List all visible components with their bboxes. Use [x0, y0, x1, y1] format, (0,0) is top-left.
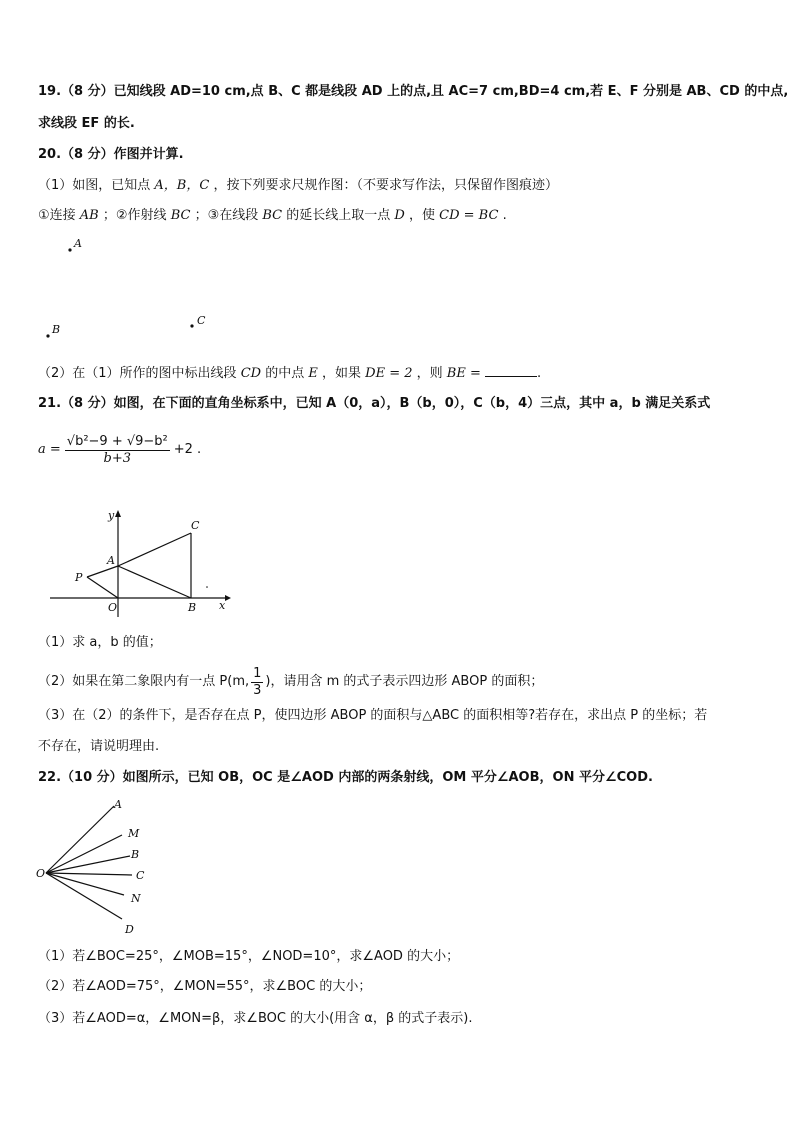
formula-lhs: a =: [38, 442, 61, 457]
formula-numerator: √b²−9 + √9−b²: [66, 433, 168, 449]
segment-pa: [87, 566, 118, 577]
q20-step3c: ，使: [409, 208, 436, 223]
q20-step3-seg: BC: [262, 208, 283, 223]
point-p-label: P: [75, 571, 83, 584]
q20-part2-seg: CD: [240, 366, 262, 381]
label-n: N: [131, 892, 141, 905]
point-a-dot: [68, 248, 71, 251]
point-a-label: A: [74, 237, 82, 250]
q20-part2-prefix: （2）在（1）所作的图中标出线段: [38, 366, 237, 381]
ray-on: [46, 873, 124, 895]
point-c-dot: [190, 324, 193, 327]
origin-label: O: [108, 601, 118, 614]
segment-ab: [118, 566, 191, 598]
answer-blank: [485, 364, 537, 377]
q20-step3-eq: CD = BC: [439, 208, 499, 223]
label-c: C: [136, 869, 145, 882]
q22-sub3: （3）若∠AOD=α，∠MON=β，求∠BOC 的大小(用含 α，β 的式子表示).: [38, 1011, 473, 1026]
q21-sub2-denominator: 3: [253, 682, 262, 698]
q22-sub2: （2）若∠AOD=75°，∠MON=55°，求∠BOC 的大小；: [38, 979, 372, 994]
y-axis-label: y: [108, 509, 115, 522]
q21-sub3-line1: （3）在（2）的条件下，是否存在点 P，使四边形 ABOP 的面积与△ABC 的面积相等?若存在，求出点 P 的坐标；若: [38, 708, 708, 723]
ray-od: [46, 873, 122, 919]
q20-step2-ray: BC: [170, 208, 191, 223]
q20-title: 20.（8 分）作图并计算.: [38, 147, 184, 162]
q20-part2-ask: BE =: [446, 366, 481, 381]
q21-sub2-numerator: 1: [253, 665, 262, 681]
q20-step3b: 的延长线上取一点: [286, 208, 391, 223]
x-axis-arrow: [225, 595, 231, 601]
q19-line1: 19.（8 分）已知线段 AD=10 cm,点 B、C 都是线段 AD 上的点,且 AC=7 cm,BD=4 cm,若 E、F 分别是 AB、CD 的中点,: [38, 84, 789, 99]
label-d: D: [125, 923, 134, 936]
q20-part2-point: E: [308, 366, 318, 381]
formula-fraction: [65, 434, 170, 467]
q20-part1-suffix: ，按下列要求尺规作图：（不要求写作法，只保留作图痕迹）: [213, 178, 558, 193]
ray-ob: [46, 856, 130, 873]
formula-tail: +2 .: [173, 442, 202, 457]
q20-step3-end: .: [502, 208, 507, 223]
q20-part2: [38, 364, 541, 383]
point-a-label: A: [107, 554, 115, 567]
point-c-label: C: [191, 519, 200, 532]
q20-part1-prefix: （1）如图，已知点: [38, 178, 151, 193]
q20-part1-points: A，B，C: [154, 178, 210, 193]
q20-step1: ①连接: [38, 208, 76, 223]
point-c-label: C: [197, 314, 206, 327]
q21-coordinate-figure: [45, 505, 235, 620]
q20-step3-point: D: [394, 208, 405, 223]
stray-dot: [206, 586, 208, 588]
q20-part2-eq: DE = 2: [365, 366, 413, 381]
q21-sub3-line2: 不存在，请说明理由.: [38, 739, 160, 754]
ray-oc: [46, 873, 132, 875]
q20-step1-seg: AB: [79, 208, 99, 223]
ray-oa: [46, 806, 114, 873]
q21-sub2-suffix: )，请用含 m 的式子表示四边形 ABOP 的面积；: [265, 674, 544, 689]
q20-points-figure: [40, 232, 220, 342]
point-b-label: B: [52, 323, 61, 336]
q20-step2: ；②作射线: [102, 208, 167, 223]
label-b: B: [131, 848, 140, 861]
q19-line2: 求线段 EF 的长.: [38, 116, 135, 131]
q20-part2-mid: 的中点: [265, 366, 305, 381]
q21-sub2-fraction: [251, 666, 263, 699]
label-m: M: [128, 827, 140, 840]
q21-sub1: （1）求 a，b 的值；: [38, 635, 162, 650]
q20-step3: ；③在线段: [194, 208, 259, 223]
q21-sub2: [38, 664, 543, 700]
point-b-dot: [46, 334, 49, 337]
q20-part1: [38, 177, 558, 195]
q20-steps: [38, 207, 507, 225]
point-b-label: B: [188, 601, 197, 614]
q22-sub1: （1）若∠BOC=25°，∠MOB=15°，∠NOD=10°，求∠AOD 的大小；: [38, 949, 460, 964]
segment-ac: [118, 533, 191, 566]
q21-formula: [38, 428, 201, 472]
q20-part2-end: .: [537, 366, 542, 381]
segment-po: [87, 577, 118, 598]
ray-om: [46, 835, 122, 873]
q21-sub2-prefix: （2）如果在第二象限内有一点 P(m,: [38, 674, 250, 689]
formula-denominator: b+3: [103, 450, 132, 466]
q22-line1: 22.（10 分）如图所示，已知 OB，OC 是∠AOD 内部的两条射线，OM 平分∠AOB，ON 平分∠COD.: [38, 770, 653, 785]
x-axis-label: x: [219, 599, 226, 612]
q21-line1: 21.（8 分）如图，在下面的直角坐标系中，已知 A（0，a），B（b，0），C（b，4）三点，其中 a，b 满足关系式: [38, 396, 711, 411]
y-axis-arrow: [115, 510, 121, 517]
q20-part2-if: ，如果: [322, 366, 362, 381]
label-a: A: [114, 798, 122, 811]
q20-part2-then: ，则: [416, 366, 443, 381]
q22-angle-figure: [34, 795, 174, 940]
label-o: O: [36, 867, 46, 880]
